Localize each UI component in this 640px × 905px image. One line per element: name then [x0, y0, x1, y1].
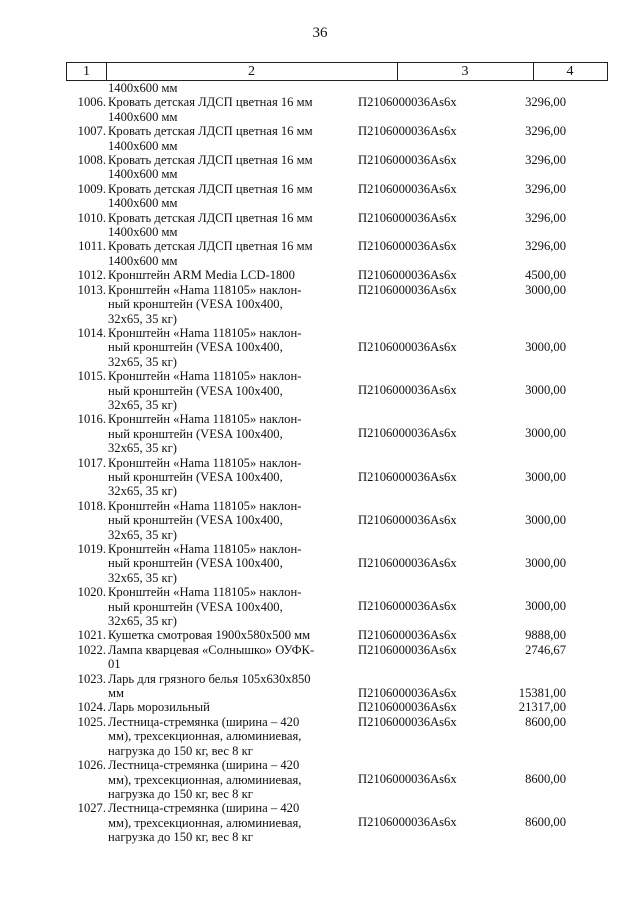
page-number: 36 — [312, 25, 328, 41]
item-code: П2106000036Аѕ6х — [358, 469, 457, 484]
item-number: 1025. — [77, 714, 106, 729]
item-name: Кушетка смотровая 1900х580х500 мм — [108, 628, 311, 643]
item-code: П2106000036Аѕ6х — [358, 599, 457, 614]
item-price: 3000,00 — [525, 556, 566, 570]
item-code: П2106000036Аѕ6х — [358, 714, 457, 729]
item-number: 1014. — [77, 325, 106, 340]
item-price: 3000,00 — [525, 282, 566, 297]
item-price: 4500,00 — [525, 268, 566, 283]
item-number: 1022. — [77, 642, 106, 657]
table-row — [66, 95, 608, 124]
item-code: П2106000036Аѕ6х — [358, 153, 457, 168]
table-row — [66, 715, 608, 758]
item-name: Ларь для грязного белья 105х630х850 мм — [108, 671, 311, 701]
table-row — [66, 801, 608, 844]
item-code: П2106000036Аѕ6х — [358, 95, 457, 110]
item-price: 3000,00 — [525, 339, 566, 354]
table-row — [66, 326, 608, 369]
item-price: 3000,00 — [525, 599, 566, 614]
item-name: Лампа кварцевая «Солнышко» ОУФК- 01 — [108, 642, 315, 672]
item-name: 1400х600 мм — [108, 81, 178, 95]
item-price: 3000,00 — [525, 469, 566, 484]
item-number: 1010. — [77, 210, 106, 225]
table-row — [66, 412, 608, 455]
item-name: Кронштейн «Hama 118105» наклон- ный кронштейн (VESA 100х400, 32х65, 35 кг) — [108, 455, 302, 499]
table-row — [66, 542, 608, 585]
table-row — [66, 643, 608, 672]
item-code: П2106000036Аѕ6х — [358, 426, 457, 441]
item-code: П2106000036Аѕ6х — [358, 556, 457, 570]
continuation-row — [66, 81, 608, 95]
item-code: П2106000036Аѕ6х — [358, 210, 457, 225]
table-row — [66, 182, 608, 211]
table-header — [66, 62, 608, 81]
column-header-1: 1 — [67, 63, 107, 80]
item-number: 1011. — [78, 239, 106, 254]
item-name: Кронштейн «Hama 118105» наклон- ный кронштейн (VESA 100х400, 32х65, 35 кг) — [108, 325, 302, 369]
item-price: 2746,67 — [525, 642, 566, 657]
item-price: 8600,00 — [525, 815, 566, 830]
table-row — [66, 672, 608, 701]
item-code: П2106000036Аѕ6х — [358, 642, 457, 657]
item-name: Кронштейн «Hama 118105» наклон- ный кронштейн (VESA 100х400, 32х65, 35 кг) — [108, 498, 302, 542]
item-code: П2106000036Аѕ6х — [358, 685, 457, 700]
item-name: Кровать детская ЛДСП цветная 16 мм 1400х600 мм — [108, 181, 313, 211]
item-name: Лестница-стремянка (ширина – 420 мм), трехсекционная, алюминиевая, нагрузка до 150 кг, вес 8 кг — [108, 758, 302, 801]
item-name: Лестница-стремянка (ширина – 420 мм), трехсекционная, алюминиевая, нагрузка до 150 кг, вес 8 кг — [108, 801, 302, 845]
item-name: Кровать детская ЛДСП цветная 16 мм 1400х600 мм — [108, 210, 313, 240]
table-row — [66, 456, 608, 499]
item-price: 3296,00 — [525, 239, 566, 254]
item-name: Ларь морозильный — [108, 700, 210, 715]
item-price: 3296,00 — [525, 153, 566, 168]
column-header-3: 3 — [397, 63, 534, 80]
item-name: Кронштейн «Hama 118105» наклон- ный кронштейн (VESA 100х400, 32х65, 35 кг) — [108, 412, 302, 456]
table-row — [66, 628, 608, 642]
table-row — [66, 239, 608, 268]
item-code: П2106000036Аѕ6х — [358, 124, 457, 139]
item-code: П2106000036Аѕ6х — [358, 239, 457, 254]
item-number: 1015. — [77, 369, 106, 384]
item-number: 1006. — [77, 95, 106, 110]
item-price: 3296,00 — [525, 124, 566, 139]
item-number: 1021. — [77, 628, 106, 643]
item-number: 1016. — [77, 412, 106, 427]
item-code: П2106000036Аѕ6х — [358, 181, 457, 196]
item-number: 1023. — [77, 671, 106, 686]
item-number: 1013. — [77, 282, 106, 297]
table-row — [66, 211, 608, 240]
item-price: 3000,00 — [525, 426, 566, 441]
item-number: 1026. — [77, 758, 106, 773]
item-name: Кронштейн «Hama 118105» наклон- ный кронштейн (VESA 100х400, 32х65, 35 кг) — [108, 369, 302, 412]
item-code: П2106000036Аѕ6х — [358, 700, 457, 715]
item-name: Кровать детская ЛДСП цветная 16 мм 1400х600 мм — [108, 153, 313, 182]
item-code: П2106000036Аѕ6х — [358, 512, 457, 527]
table-row — [66, 585, 608, 628]
item-price: 3000,00 — [525, 383, 566, 398]
table-row — [66, 758, 608, 801]
item-price: 3296,00 — [525, 210, 566, 225]
table-row — [66, 268, 608, 282]
item-price: 3296,00 — [525, 181, 566, 196]
item-price: 21317,00 — [518, 700, 566, 715]
item-code: П2106000036Аѕ6х — [358, 268, 457, 283]
item-name: Кронштейн «Hama 118105» наклон- ный кронштейн (VESA 100х400, 32х65, 35 кг) — [108, 585, 302, 629]
table-body — [66, 81, 608, 845]
item-price: 3000,00 — [525, 512, 566, 527]
item-number: 1008. — [77, 153, 106, 168]
item-number: 1007. — [77, 124, 106, 139]
item-code: П2106000036Аѕ6х — [358, 628, 457, 643]
table-row — [66, 153, 608, 182]
item-number: 1020. — [77, 585, 106, 600]
item-number: 1009. — [77, 181, 106, 196]
column-header-4: 4 — [566, 64, 574, 79]
item-number: 1019. — [77, 542, 106, 556]
item-name: Лестница-стремянка (ширина – 420 мм), трехсекционная, алюминиевая, нагрузка до 150 кг, вес 8 кг — [108, 714, 302, 758]
item-price: 15381,00 — [518, 685, 566, 700]
table-row — [66, 499, 608, 542]
item-code: П2106000036Аѕ6х — [358, 815, 457, 830]
item-name: Кронштейн «Hama 118105» наклон- ный кронштейн (VESA 100х400, 32х65, 35 кг) — [108, 542, 302, 585]
item-price: 9888,00 — [525, 628, 566, 643]
table-row — [66, 369, 608, 412]
item-number: 1024. — [77, 700, 106, 715]
item-code: П2106000036Аѕ6х — [358, 772, 457, 787]
item-name: Кронштейн «Hama 118105» наклон- ный кронштейн (VESA 100х400, 32х65, 35 кг) — [108, 282, 302, 326]
item-name: Кровать детская ЛДСП цветная 16 мм 1400х600 мм — [108, 95, 313, 124]
item-name: Кронштейн ARM Media LCD-1800 — [108, 268, 295, 283]
item-price: 8600,00 — [525, 714, 566, 729]
item-code: П2106000036Аѕ6х — [358, 282, 457, 297]
item-number: 1027. — [77, 801, 106, 816]
item-number: 1012. — [77, 268, 106, 283]
column-header-2: 2 — [106, 63, 398, 80]
item-number: 1018. — [77, 498, 106, 513]
table-row — [66, 700, 608, 714]
item-price: 8600,00 — [525, 772, 566, 787]
item-code: П2106000036Аѕ6х — [358, 383, 457, 398]
item-code: П2106000036Аѕ6х — [358, 339, 457, 354]
item-number: 1017. — [77, 455, 106, 470]
table-row — [66, 283, 608, 326]
table-row — [66, 124, 608, 153]
item-name: Кровать детская ЛДСП цветная 16 мм 1400х600 мм — [108, 239, 313, 268]
item-price: 3296,00 — [525, 95, 566, 110]
item-name: Кровать детская ЛДСП цветная 16 мм 1400х600 мм — [108, 124, 313, 153]
